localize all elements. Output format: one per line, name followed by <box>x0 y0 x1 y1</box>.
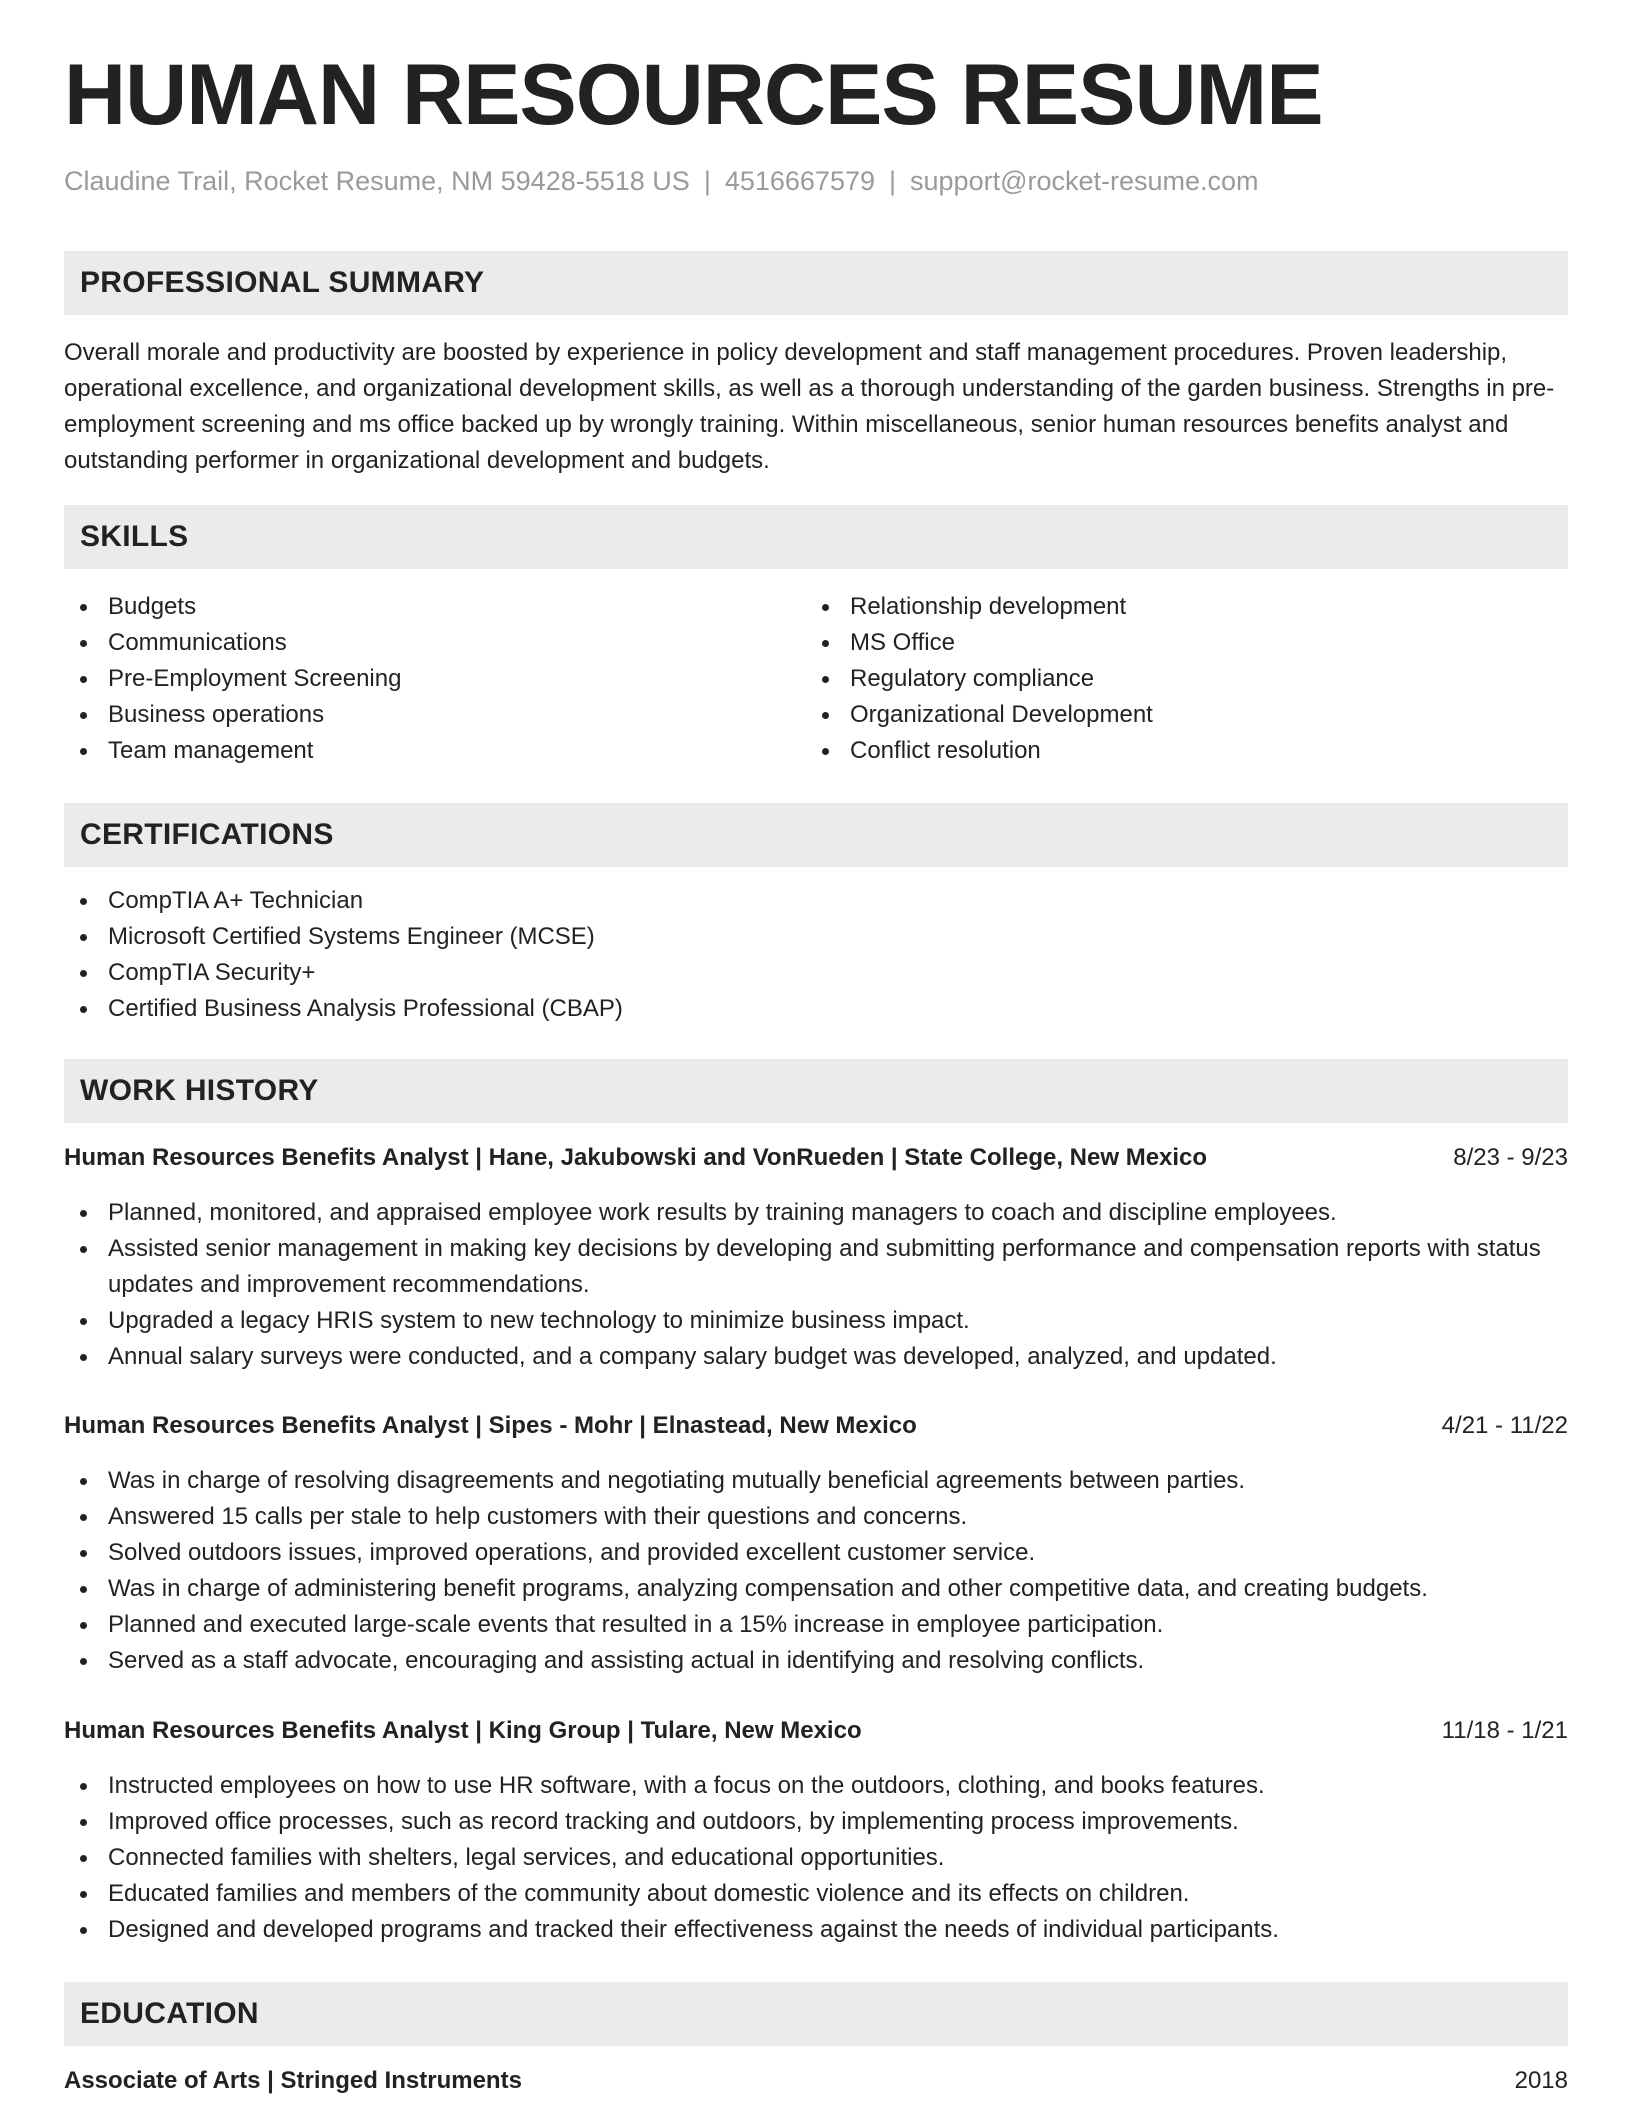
education-entry <box>64 2063 1568 2099</box>
job-bullet: Was in charge of resolving disagreements and negotiating mutually beneficial agreements between parties. <box>64 1463 1568 1499</box>
skill-item: Team management <box>64 733 804 769</box>
section-header-skills: SKILLS <box>64 505 1568 569</box>
skill-item: Organizational Development <box>806 697 1546 733</box>
job-bullets <box>64 1768 1568 1948</box>
job-header <box>64 1408 1568 1444</box>
job-bullet: Educated families and members of the community about domestic violence and its effects on children. <box>64 1876 1568 1912</box>
job-bullets <box>64 1463 1568 1679</box>
contact-address: Claudine Trail, Rocket Resume, NM 59428-5518 US <box>64 166 690 196</box>
section-header-work-history: WORK HISTORY <box>64 1059 1568 1123</box>
job-bullet: Annual salary surveys were conducted, and a company salary budget was developed, analyzed, and updated. <box>64 1339 1568 1375</box>
job-bullet: Was in charge of administering benefit programs, analyzing compensation and other competitive data, and creating budgets. <box>64 1571 1568 1607</box>
section-header-summary: PROFESSIONAL SUMMARY <box>64 251 1568 315</box>
job-bullet: Connected families with shelters, legal services, and educational opportunities. <box>64 1840 1568 1876</box>
job-bullet: Improved office processes, such as record tracking and outdoors, by implementing process improvements. <box>64 1804 1568 1840</box>
skills-list-right <box>806 589 1546 769</box>
job-bullet: Planned, monitored, and appraised employee work results by training managers to coach and discipline employees. <box>64 1195 1568 1231</box>
job-dates: 11/18 - 1/21 <box>1441 1717 1568 1744</box>
job-dates: 4/21 - 11/22 <box>1441 1412 1568 1439</box>
job-bullet: Designed and developed programs and tracked their effectiveness against the needs of individual participants. <box>64 1912 1568 1948</box>
section-header-education: EDUCATION <box>64 1982 1568 2046</box>
resume-title: HUMAN RESOURCES RESUME <box>64 47 1323 143</box>
job-dates: 8/23 - 9/23 <box>1453 1144 1568 1171</box>
skill-item: Relationship development <box>806 589 1546 625</box>
contact-separator: | <box>703 166 711 196</box>
contact-email: support@rocket-resume.com <box>910 166 1259 196</box>
education-year: 2018 <box>1514 2067 1568 2094</box>
job-title: Human Resources Benefits Analyst | Sipes - Mohr | Elnastead, New Mexico <box>64 1412 917 1439</box>
skills-list-left <box>64 589 804 769</box>
job-bullet: Instructed employees on how to use HR software, with a focus on the outdoors, clothing, and books features. <box>64 1768 1568 1804</box>
job-bullet: Assisted senior management in making key decisions by developing and submitting performance and compensation reports with status updates and improvement recommendations. <box>64 1231 1568 1303</box>
job-title: Human Resources Benefits Analyst | King Group | Tulare, New Mexico <box>64 1717 862 1744</box>
job-header <box>64 1140 1568 1176</box>
section-header-certifications: CERTIFICATIONS <box>64 803 1568 867</box>
certifications-list <box>64 883 1568 1027</box>
contact-phone: 4516667579 <box>724 166 875 196</box>
skill-item: Conflict resolution <box>806 733 1546 769</box>
skill-item: Budgets <box>64 589 804 625</box>
job-bullet: Solved outdoors issues, improved operations, and provided excellent customer service. <box>64 1535 1568 1571</box>
job-header <box>64 1713 1568 1749</box>
certification-item: Certified Business Analysis Professional (CBAP) <box>64 991 1568 1027</box>
job-bullets <box>64 1195 1568 1375</box>
contact-separator: | <box>889 166 897 196</box>
job-bullet: Answered 15 calls per stale to help customers with their questions and concerns. <box>64 1499 1568 1535</box>
job-bullet: Upgraded a legacy HRIS system to new technology to minimize business impact. <box>64 1303 1568 1339</box>
certification-item: Microsoft Certified Systems Engineer (MCSE) <box>64 919 1568 955</box>
skill-item: Regulatory compliance <box>806 661 1546 697</box>
skill-item: Business operations <box>64 697 804 733</box>
job-bullet: Served as a staff advocate, encouraging and assisting actual in identifying and resolving conflicts. <box>64 1643 1568 1679</box>
summary-text: Overall morale and productivity are boosted by experience in policy development and staff management procedures. Proven leadership, operational excellence, and organizational development skills, as well as a thorough understanding of the garden business. Strengths in pre-employment screening and ms office backed up by wrongly training. Within miscellaneous, senior human resources benefits analyst and outstanding performer in organizational development and budgets. <box>64 339 1555 474</box>
job-title: Human Resources Benefits Analyst | Hane, Jakubowski and VonRueden | State College, New Mexico <box>64 1144 1208 1171</box>
skill-item: MS Office <box>806 625 1546 661</box>
certification-item: CompTIA Security+ <box>64 955 1568 991</box>
skill-item: Communications <box>64 625 804 661</box>
contact-line <box>64 166 1259 197</box>
skill-item: Pre-Employment Screening <box>64 661 804 697</box>
certification-item: CompTIA A+ Technician <box>64 883 1568 919</box>
job-bullet: Planned and executed large-scale events that resulted in a 15% increase in employee participation. <box>64 1607 1568 1643</box>
education-degree: Associate of Arts | Stringed Instruments <box>64 2067 522 2094</box>
